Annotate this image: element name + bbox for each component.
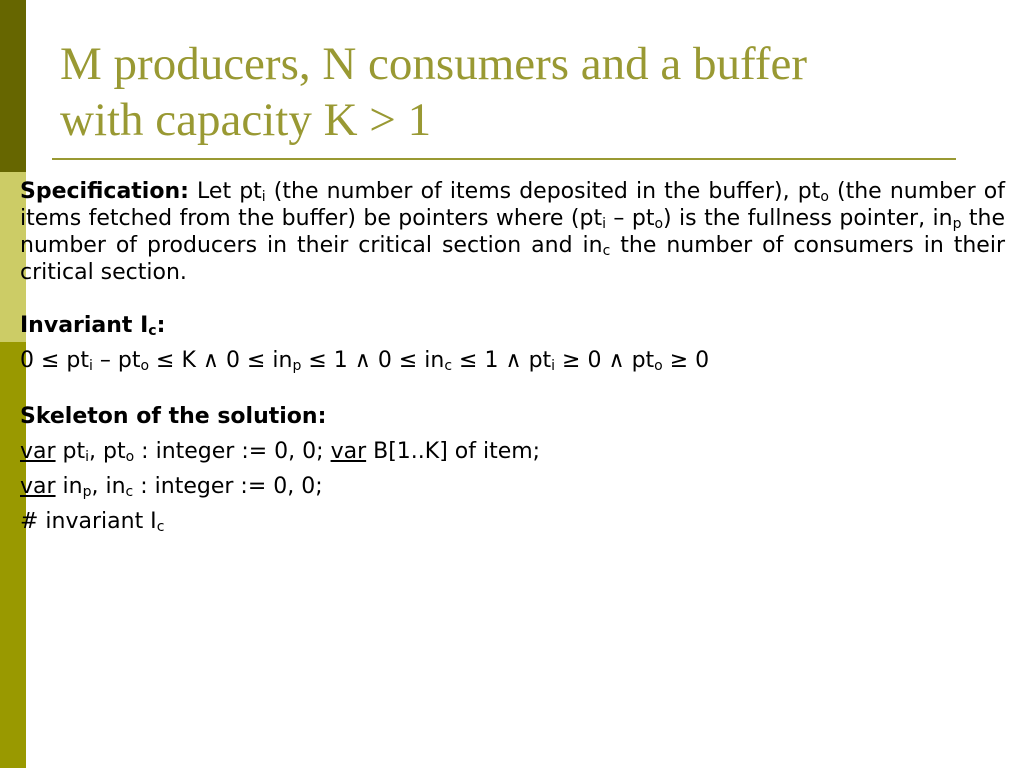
- invariant-heading: [20, 308, 1005, 343]
- spec-text: – pt: [605, 206, 655, 231]
- code-text: , pt: [89, 439, 126, 464]
- spec-text: Let pt: [188, 179, 262, 204]
- var-keyword: var: [330, 439, 367, 464]
- title-underline: [52, 158, 956, 160]
- var-keyword: var: [20, 439, 56, 464]
- skeleton-line-2: [20, 469, 1005, 504]
- decor-bar-top: [0, 0, 26, 172]
- formula-subscript: p: [292, 358, 302, 374]
- spec-subscript: o: [820, 189, 829, 205]
- slide-title-line-2: with capacity K > 1: [60, 94, 432, 146]
- formula-text: – pt: [92, 348, 141, 373]
- spacer: [20, 378, 1005, 399]
- code-text: , in: [91, 474, 126, 499]
- slide-title: [60, 36, 1000, 148]
- spec-text: ) is the fullness pointer, in: [663, 206, 953, 231]
- formula-text: ≤ K ∧ 0 ≤ in: [149, 348, 293, 373]
- skeleton-heading-text: Skeleton of the solution:: [20, 404, 327, 429]
- code-text: : integer := 0, 0;: [133, 474, 323, 499]
- code-subscript: p: [82, 484, 92, 500]
- invariant-formula: [20, 343, 1005, 378]
- spec-subscript: c: [602, 243, 611, 259]
- code-subscript: c: [156, 519, 165, 535]
- formula-subscript: i: [89, 358, 93, 374]
- specification-paragraph: [20, 178, 1005, 286]
- formula-text: ≤ 1 ∧ pt: [452, 348, 552, 373]
- skeleton-line-3: [20, 504, 1005, 539]
- spec-text: the number of producers in their critical section and in: [20, 206, 1005, 258]
- var-keyword: var: [20, 474, 56, 499]
- formula-subscript: o: [140, 358, 150, 374]
- spec-text: (the number of items deposited in the buffer), pt: [265, 179, 821, 204]
- code-text: pt: [55, 439, 86, 464]
- formula-text: ≤ 1 ∧ 0 ≤ in: [301, 348, 445, 373]
- spacer: [20, 286, 1005, 308]
- slide-title-line-1: M producers, N consumers and a buffer: [60, 38, 807, 90]
- invariant-heading-colon: :: [156, 313, 166, 338]
- code-subscript: c: [125, 484, 134, 500]
- invariant-heading-subscript: c: [148, 323, 157, 339]
- invariant-heading-text: Invariant I: [20, 313, 149, 338]
- spec-text: (the number of items fetched from the buffer) be pointers where (pt: [20, 179, 1006, 231]
- spec-subscript: o: [654, 216, 664, 232]
- specification-heading: Specification:: [20, 179, 189, 204]
- formula-text: ≥ 0: [662, 348, 710, 373]
- formula-text: 0 ≤ pt: [20, 348, 90, 373]
- spec-text: the number of consumers in their critical section.: [20, 233, 1005, 285]
- slide-body: [20, 178, 1005, 539]
- spec-subscript: i: [261, 189, 266, 205]
- code-subscript: i: [85, 449, 90, 465]
- code-text: in: [55, 474, 83, 499]
- skeleton-heading: [20, 399, 1005, 434]
- spec-subscript: p: [952, 216, 962, 232]
- formula-text: ≥ 0 ∧ pt: [555, 348, 655, 373]
- spec-subscript: i: [602, 216, 606, 232]
- formula-subscript: i: [551, 358, 556, 374]
- formula-subscript: c: [444, 358, 453, 374]
- code-subscript: o: [125, 449, 135, 465]
- skeleton-line-1: [20, 434, 1005, 469]
- formula-subscript: o: [654, 358, 663, 374]
- code-text: B[1..K] of item;: [366, 439, 541, 464]
- code-text: : integer := 0, 0;: [134, 439, 331, 464]
- code-text: # invariant I: [20, 509, 157, 534]
